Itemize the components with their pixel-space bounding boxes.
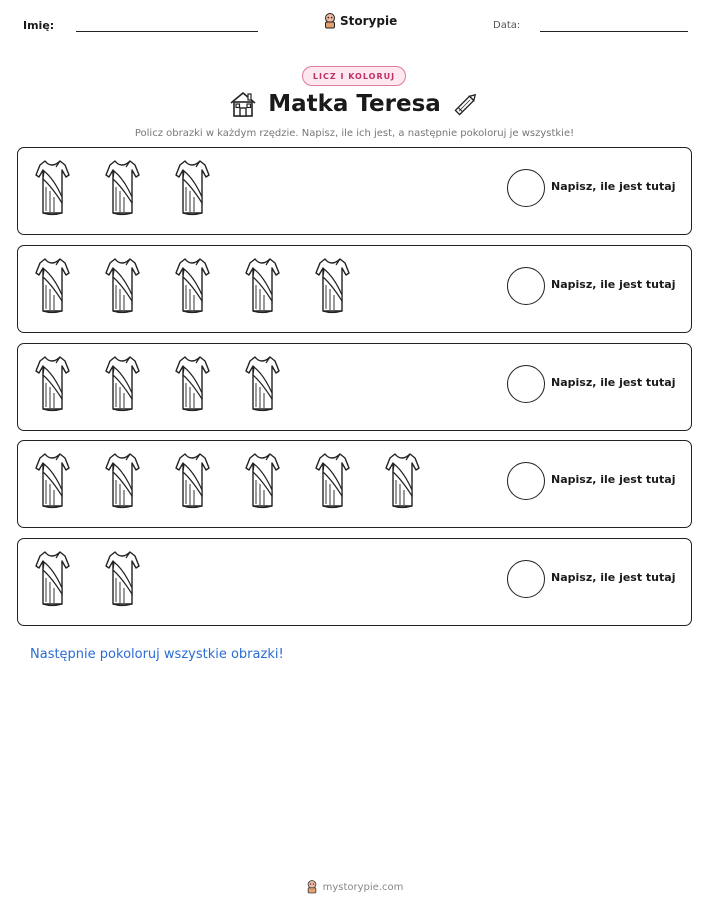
sari-dress-icon[interactable]	[312, 450, 352, 512]
sari-dress-icon[interactable]	[242, 353, 282, 415]
brand-name: Storypie	[340, 14, 398, 28]
answer-circle[interactable]	[507, 462, 545, 500]
sari-dress-icon[interactable]	[32, 353, 72, 415]
activity-tag: LICZ I KOLORUJ	[302, 66, 406, 86]
sari-dress-icon[interactable]	[242, 255, 282, 317]
title-row	[0, 89, 709, 119]
counting-row	[17, 440, 692, 528]
sari-dress-icon[interactable]	[32, 255, 72, 317]
row-icons	[32, 450, 422, 512]
sari-dress-icon[interactable]	[32, 450, 72, 512]
sari-dress-icon[interactable]	[102, 450, 142, 512]
answer-prompt: Napisz, ile jest tutaj	[551, 571, 676, 584]
answer-circle[interactable]	[507, 560, 545, 598]
storypie-logo-icon	[306, 880, 318, 894]
storypie-logo-icon	[323, 13, 337, 29]
sari-dress-icon[interactable]	[242, 450, 282, 512]
answer-prompt: Napisz, ile jest tutaj	[551, 278, 676, 291]
house-icon	[228, 89, 258, 119]
footer-instruction: Następnie pokoloruj wszystkie obrazki!	[30, 647, 284, 662]
sari-dress-icon[interactable]	[102, 548, 142, 610]
sari-dress-icon[interactable]	[172, 255, 212, 317]
sari-dress-icon[interactable]	[172, 157, 212, 219]
row-icons	[32, 157, 212, 219]
answer-prompt: Napisz, ile jest tutaj	[551, 180, 676, 193]
pencil-icon	[451, 89, 481, 119]
date-label: Data:	[493, 20, 521, 31]
sari-dress-icon[interactable]	[382, 450, 422, 512]
sari-dress-icon[interactable]	[32, 157, 72, 219]
counting-row	[17, 343, 692, 431]
site-url: mystorypie.com	[322, 881, 404, 893]
answer-circle[interactable]	[507, 267, 545, 305]
answer-prompt: Napisz, ile jest tutaj	[551, 376, 676, 389]
sari-dress-icon[interactable]	[172, 353, 212, 415]
page-title: Matka Teresa	[268, 91, 441, 117]
counting-row	[17, 538, 692, 626]
counting-row	[17, 245, 692, 333]
answer-prompt: Napisz, ile jest tutaj	[551, 473, 676, 486]
instructions: Policz obrazki w każdym rzędzie. Napisz, ile ich jest, a następnie pokoloruj je wszystkie!	[134, 128, 575, 139]
brand-logo	[323, 13, 397, 29]
sari-dress-icon[interactable]	[102, 157, 142, 219]
name-line[interactable]	[76, 31, 258, 32]
sari-dress-icon[interactable]	[32, 548, 72, 610]
row-icons	[32, 353, 282, 415]
sari-dress-icon[interactable]	[102, 353, 142, 415]
sari-dress-icon[interactable]	[172, 450, 212, 512]
sari-dress-icon[interactable]	[312, 255, 352, 317]
date-line[interactable]	[540, 31, 688, 32]
row-icons	[32, 255, 352, 317]
date-field[interactable]	[493, 19, 688, 32]
row-icons	[32, 548, 142, 610]
name-field[interactable]	[23, 19, 258, 32]
name-label: Imię:	[23, 19, 55, 32]
site-footer	[0, 880, 709, 894]
answer-circle[interactable]	[507, 169, 545, 207]
sari-dress-icon[interactable]	[102, 255, 142, 317]
answer-circle[interactable]	[507, 365, 545, 403]
counting-row	[17, 147, 692, 235]
